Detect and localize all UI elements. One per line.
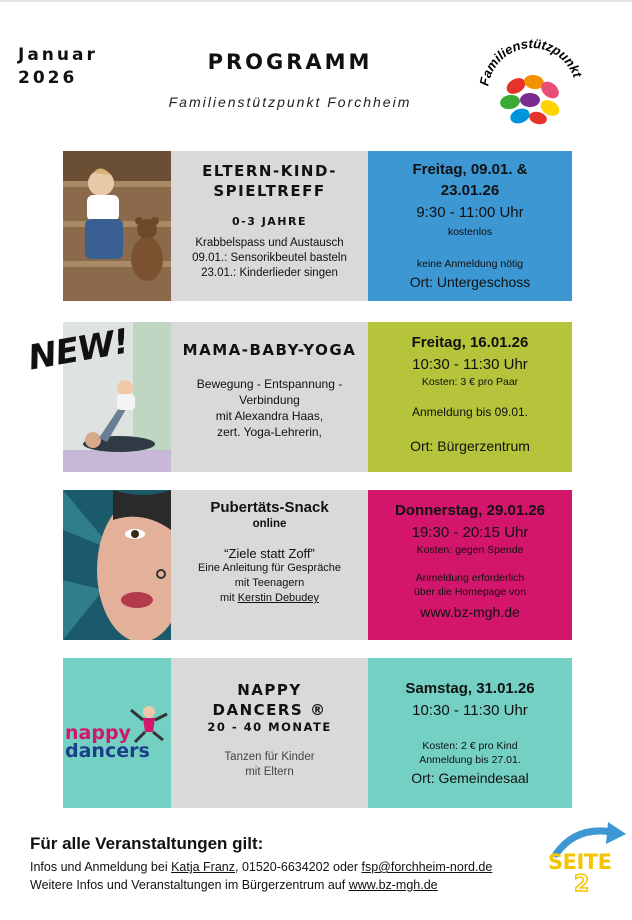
event-desc: mit Eltern [245,766,294,778]
event-desc: mit Teenagern [234,577,305,589]
event-mama-baby-yoga [63,322,572,472]
next-page-label: SEITE [548,850,612,874]
event-details [171,322,368,472]
event-desc: Eine Anleitung für Gespräche [197,562,342,574]
event-title-line2: DANCERS ® [212,701,327,719]
event-desc: Tanzen für Kinder [224,751,315,763]
event-nappy-dancers [63,658,572,808]
event-title: Pubertäts-Snack [210,499,329,516]
logo-line1: nappy [65,722,131,744]
event-desc: 09.01.: Sensorikbeutel basteln [192,252,347,264]
program-date [18,44,98,90]
footer-line-web [30,878,438,892]
event-desc [220,591,319,606]
footer-heading: Für alle Veranstaltungen gilt: [30,834,264,853]
event-title-line1: NAPPY [237,681,302,699]
logo-line2: dancers [65,740,150,762]
event-desc: 23.01.: Kinderlieder singen [201,267,338,279]
event-time: 10:30 - 11:30 Uhr [412,356,528,373]
event-registration: Anmeldung bis 09.01. [411,405,529,419]
hands-icon [499,73,562,126]
event-info-panel [368,151,572,301]
event-registration: über die Homepage von [413,586,527,598]
event-cost: Kosten: 3 € pro Paar [421,376,519,388]
new-badge: NEW! [25,321,132,379]
event-time: 9:30 - 11:00 Uhr [416,204,524,221]
familienstuetzpunkt-logo [474,36,590,132]
event-time: 19:30 - 20:15 Uhr [411,524,529,541]
event-title-line1: ELTERN-KIND- [202,162,337,180]
event-location: Ort: Untergeschoss [409,274,531,290]
event-format: online [252,518,287,530]
next-page-button[interactable] [546,820,630,904]
event-date: Freitag, 09.01. & [412,161,528,178]
event-desc: Bewegung - Entspannung - [196,377,343,391]
event-location: Ort: Gemeindesaal [411,770,529,786]
event-desc: Verbindung [239,393,300,407]
event-time: 10:30 - 11:30 Uhr [412,702,528,719]
event-age: 20 - 40 MONATE [207,720,332,734]
page-title: PROGRAMM [207,50,373,74]
event-info-panel [368,322,572,472]
event-eltern-kind-spieltreff [63,151,572,301]
event-details [171,490,368,640]
event-cost: Kosten: gegen Spende [416,544,524,556]
event-date: Samstag, 31.01.26 [405,680,535,697]
nappy-dancers-logo [63,658,171,808]
event-cost: Kosten: 2 € pro Kind [422,740,518,752]
event-website[interactable]: www.bz-mgh.de [420,604,520,620]
footer-text: Weitere Infos und Veranstaltungen im Bürgerzentrum auf [30,878,349,892]
event-registration: Anmeldung bis 27.01. [419,754,521,766]
program-month: Januar [18,45,98,65]
event-date: Freitag, 16.01.26 [411,334,529,351]
logo-text: Familienstützpunkt [476,36,586,88]
email-link[interactable]: fsp@forchheim-nord.de [361,860,493,874]
event-details [171,151,368,301]
footer-line-contact [30,860,492,874]
event-info-panel [368,658,572,808]
event-age: 0-3 JAHRE [232,215,307,228]
footer-text: , 01520-6634202 oder [235,860,362,874]
top-border [0,0,632,2]
event-date: 23.01.26 [440,182,500,199]
next-page-number: 2 [574,872,590,897]
event-info-panel [368,490,572,640]
event-location: Ort: Bürgerzentrum [410,438,530,454]
contact-name-link[interactable]: Katja Franz [171,860,235,874]
event-title: MAMA-BABY-YOGA [182,341,357,359]
event-registration: Anmeldung erforderlich [415,572,525,584]
program-year: 2026 [18,68,78,88]
event-registration: keine Anmeldung nötig [416,258,524,270]
event-title-line2: SPIELTREFF [213,182,326,200]
event-desc: Krabbelspass und Austausch [195,237,344,249]
event-photo-toddler [63,151,171,301]
event-desc: mit Alexandra Haas, [215,409,324,423]
event-pubertaets-snack [63,490,572,640]
event-cost: kostenlos [447,226,493,238]
event-quote: “Ziele statt Zoff” [224,546,315,561]
event-date: Donnerstag, 29.01.26 [394,502,546,519]
website-link[interactable]: www.bz-mgh.de [348,878,438,892]
event-details [171,658,368,808]
event-desc-prefix: mit [219,592,238,604]
speaker-link[interactable]: Kerstin Debudey [237,592,320,604]
event-desc: zert. Yoga-Lehrerin, [217,425,322,439]
footer-text: Infos und Anmeldung bei [30,860,172,874]
page-subtitle: Familienstützpunkt Forchheim [168,94,412,110]
event-photo-teen [63,490,171,640]
